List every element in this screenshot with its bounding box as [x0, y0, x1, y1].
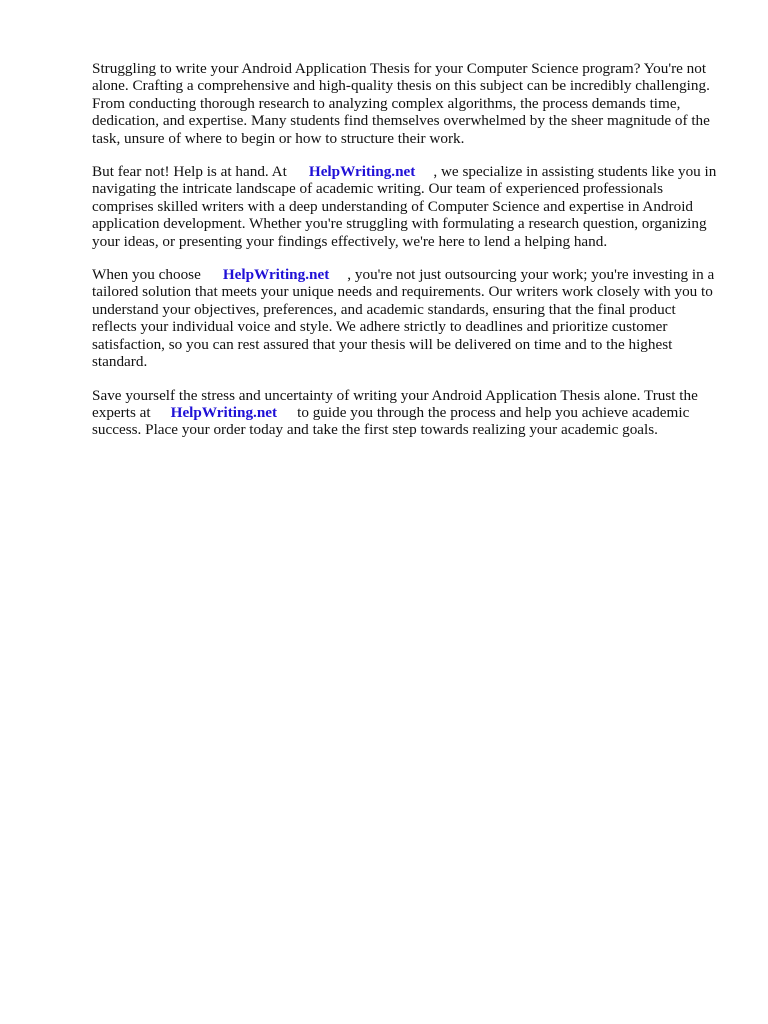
helpwriting-link[interactable]: HelpWriting.net	[222, 266, 330, 284]
paragraph-help	[92, 163, 724, 250]
paragraph-text-before: Save yourself the stress and uncertainty of writing your Android Application Thesis alone. Trust the experts at	[92, 386, 698, 421]
document-body	[92, 60, 724, 455]
paragraph-text-after: , we specialize in assisting students like you in navigating the intricate landscape of academic writing. Our team of experienced professionals comprises skilled writers with a deep understanding of Computer Science and expertise in Android application development. Whether you're struggling with formulating a research question, organizing your ideas, or presenting your findings effectively, we're here to lend a helping hand.	[92, 163, 717, 250]
paragraph-text-before: When you choose	[92, 266, 201, 284]
paragraph-text-before: But fear not! Help is at hand. At	[92, 163, 287, 181]
paragraph-text-after: to guide you through the process and help you achieve academic success. Place your order today and take the first step towards realizing your academic goals.	[92, 403, 690, 439]
paragraph-text-after: , you're not just outsourcing your work; you're investing in a tailored solution that meets your unique needs and requirements. Our writers work closely with you to understand your objectives, preferences, and academic standards, ensuring that the final product reflects your individual voice and style. We adhere strictly to deadlines and prioritize customer satisfaction, so you can rest assured that your thesis will be delivered on time and to the highest standard.	[92, 266, 715, 371]
helpwriting-link[interactable]: HelpWriting.net	[308, 163, 416, 181]
helpwriting-link[interactable]: HelpWriting.net	[170, 403, 278, 421]
paragraph-choose	[92, 266, 724, 370]
paragraph-text: Struggling to write your Android Application Thesis for your Computer Science program? You're not alone. Crafting a comprehensive and high-quality thesis on this subject can be incredibly challenging. From conducting thorough research to analyzing complex algorithms, the process demands time, dedication, and expertise. Many students find themselves overwhelmed by the sheer magnitude of the task, unsure of where to begin or how to structure their work.	[92, 60, 710, 147]
paragraph-intro	[92, 60, 724, 147]
paragraph-save	[92, 387, 724, 439]
